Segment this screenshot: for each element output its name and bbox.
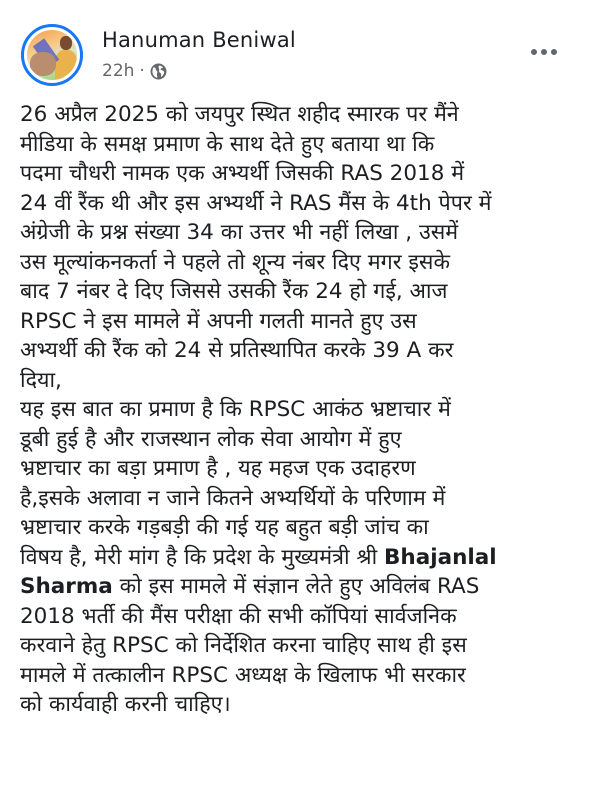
more-options-button[interactable] — [524, 40, 564, 64]
post-header — [0, 0, 600, 100]
author-name[interactable]: Hanuman Beniwal — [102, 28, 296, 52]
post-text-line: भ्रष्टाचार का बड़ा प्रमाण है , यह महज एक उदाहरण — [20, 456, 416, 481]
post-text-line: मीडिया के समक्ष प्रमाण के साथ देते हुए बताया था कि — [20, 131, 435, 157]
meta-separator: · — [139, 61, 145, 81]
globe-icon[interactable] — [150, 63, 167, 80]
post-text-line: 2018 भर्ती की मैंस परीक्षा की सभी कॉपियां सार्वजनिक — [20, 603, 457, 629]
post-text-line: बाद 7 नंबर दे दिए जिससे उसकी रैंक 24 हो गई, आज — [20, 279, 448, 304]
more-dot — [551, 49, 557, 55]
author-avatar[interactable] — [21, 24, 83, 86]
post-text-line: मामले में तत्कालीन RPSC अध्यक्ष के खिलाफ भी सरकार — [20, 662, 466, 688]
post-text-line: RPSC ने इस मामले में अपनी गलती मानते हुए उस — [20, 308, 417, 334]
post-text-line: अभ्यर्थी की रैंक को 24 से प्रतिस्थापित करके 39 A कर — [20, 338, 454, 363]
post-text-line: करवाने हेतु RPSC को निर्देशित करना चाहिए साथ ही इस — [20, 633, 467, 658]
post-text-line: 26 अप्रैल 2025 को जयपुर स्थित शहीद स्मारक पर मैंने — [20, 102, 459, 127]
tagged-name-link[interactable]: Sharma — [20, 574, 113, 599]
post-text-line: भ्रष्टाचार करके गड़बड़ी की गई यह बहुत बड़ी जांच का — [20, 515, 429, 540]
post-text-line: पदमा चौधरी नामक एक अभ्यर्थी जिसकी RAS 2018 में — [20, 161, 465, 186]
post-meta — [102, 61, 167, 81]
post-text-line: डूबी हुई है और राजस्थान लोक सेवा आयोग में हुए — [20, 426, 402, 452]
post-text-line: को कार्यवाही करनी चाहिए। — [20, 692, 231, 717]
post-text-line-with-tag — [20, 543, 595, 573]
post-text-segment: को इस मामले में संज्ञान लेते हुए अविलंब RAS — [119, 574, 480, 599]
profile-photo-icon — [27, 30, 77, 80]
more-horizontal-icon — [531, 49, 537, 55]
post-text-line: अंग्रेजी के प्रश्न संख्या 34 का उत्तर भी नहीं लिखा , उसमें — [20, 220, 459, 245]
tagged-name-link[interactable]: Bhajanlal — [384, 544, 497, 570]
post-text-line: उस मूल्यांकनकर्ता ने पहले तो शून्य नंबर दिए मगर इसके — [20, 249, 450, 275]
post-text-segment: विषय है, मेरी मांग है कि प्रदेश के मुख्यमंत्री श्री — [20, 544, 378, 570]
post-text-line: दिया, — [20, 367, 62, 393]
post-text-line: यह इस बात का प्रमाण है कि RPSC आकंठ भ्रष्टाचार में — [20, 397, 451, 422]
post-text-line: है,इसके अलावा न जाने कितने अभ्यर्थियों के परिणाम में — [20, 485, 446, 511]
post-text-line-with-tag — [20, 572, 595, 602]
more-dot — [541, 49, 547, 55]
post-text-line: 24 वीं रैंक थी और इस अभ्यर्थी ने RAS मैंस के 4th पेपर में — [20, 190, 492, 216]
post-body — [20, 100, 595, 720]
post-time[interactable]: 22h — [102, 61, 135, 81]
